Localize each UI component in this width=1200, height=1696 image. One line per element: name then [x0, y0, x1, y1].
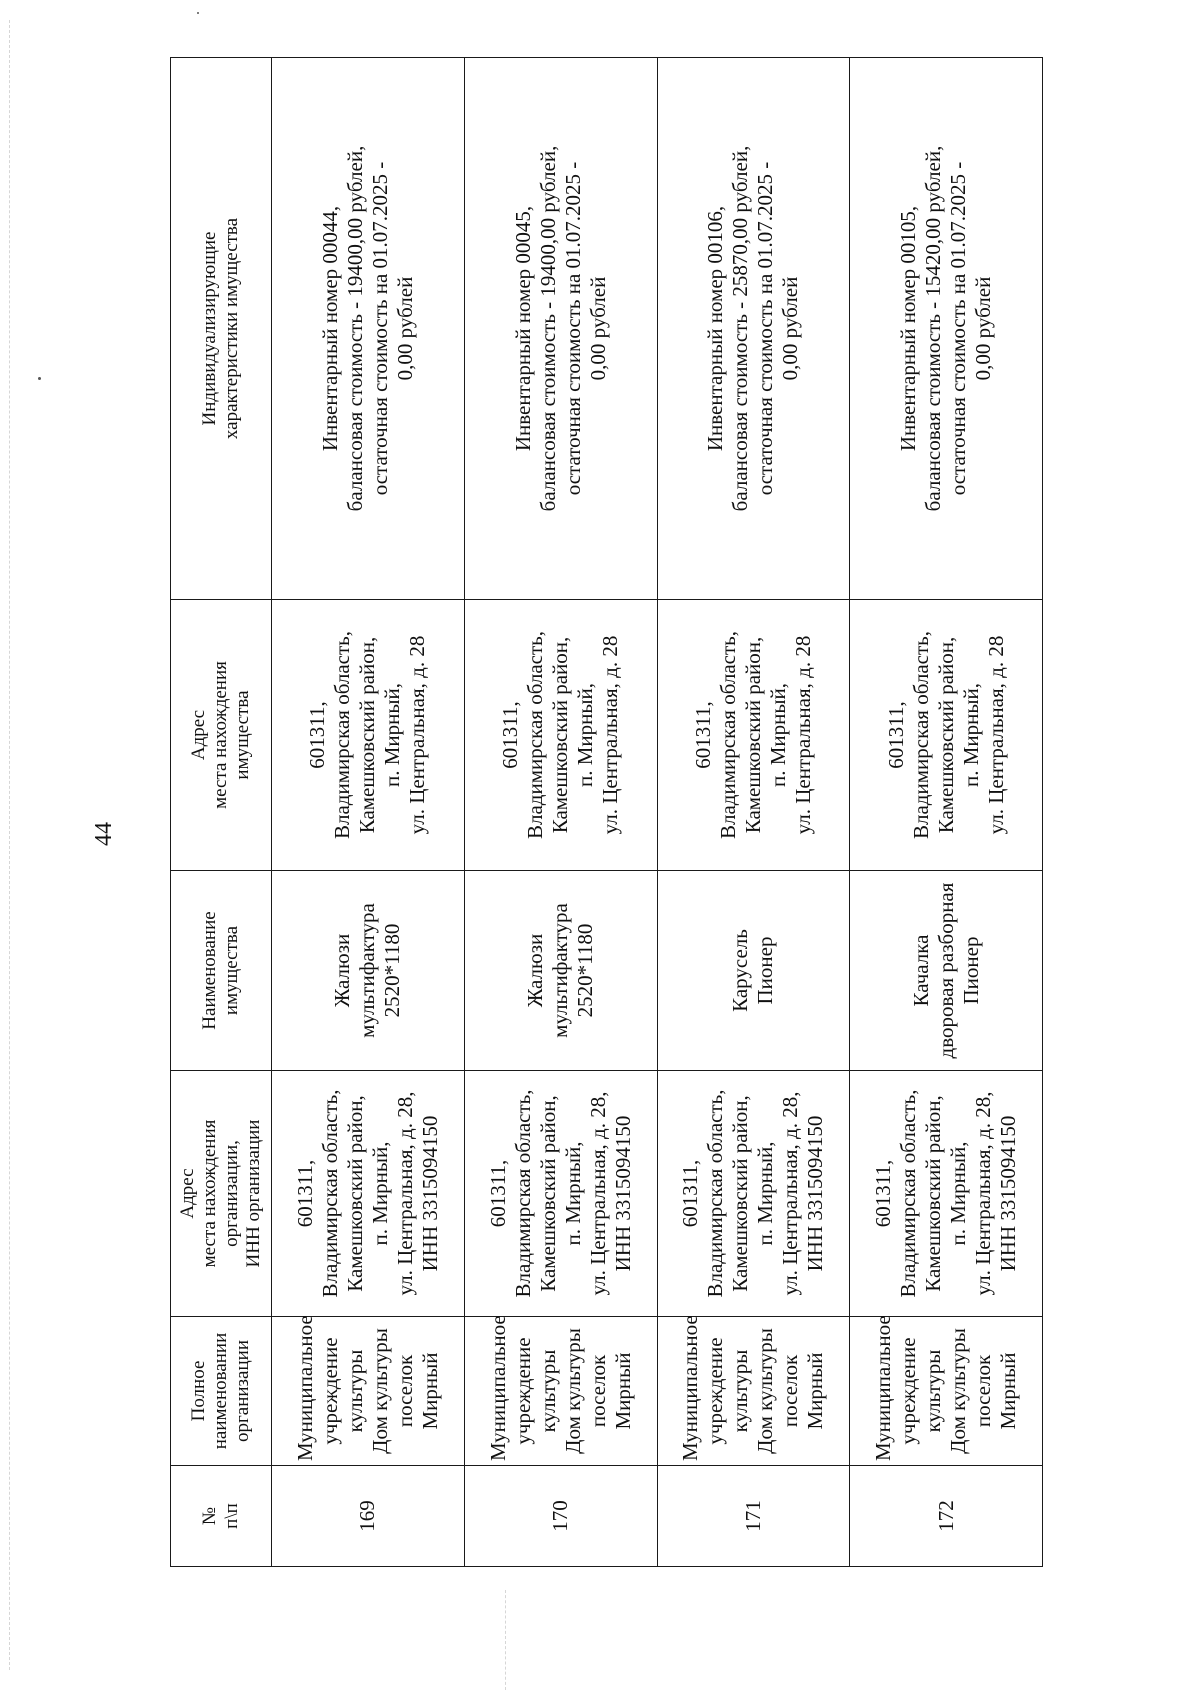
organization-name: Муниципальное учреждение культуры Дом культуры поселок Мирный	[850, 1317, 1043, 1466]
row-number: 169	[272, 1466, 465, 1567]
organization-name: Муниципальное учреждение культуры Дом культуры поселок Мирный	[657, 1317, 850, 1466]
header-number: № п\п	[171, 1466, 272, 1567]
header-organization-address: Адрес места нахождения организации, ИНН организации	[171, 1071, 272, 1317]
row-number: 172	[850, 1466, 1043, 1567]
row-number: 171	[657, 1466, 850, 1567]
organization-address: 601311, Владимирская область, Камешковский район, п. Мирный, ул. Центральная, д. 28, ИНН 3315094150	[657, 1071, 850, 1317]
property-characteristics: Инвентарный номер 00044, балансовая стоимость - 19400,00 рублей, остаточная стоимость на 01.07.2025 - 0,00 рублей	[272, 58, 465, 600]
property-characteristics: Инвентарный номер 00105, балансовая стоимость - 15420,00 рублей, остаточная стоимость на 01.07.2025 - 0,00 рублей	[850, 58, 1043, 600]
header-property-address: Адрес места нахождения имущества	[171, 600, 272, 871]
table-row	[657, 58, 850, 1567]
scan-speck	[197, 12, 199, 14]
table-header-row	[171, 58, 272, 1567]
property-name: Карусель Пионер	[657, 871, 850, 1071]
property-address: 601311, Владимирская область, Камешковский район, п. Мирный, ул. Центральная, д. 28	[464, 600, 657, 871]
property-address: 601311, Владимирская область, Камешковский район, п. Мирный, ул. Центральная, д. 28	[657, 600, 850, 871]
scan-fold-line	[505, 1590, 506, 1690]
table-row	[850, 58, 1043, 1567]
page-number: 44	[91, 822, 117, 846]
property-register-table-container	[170, 58, 1043, 1567]
property-address: 601311, Владимирская область, Камешковский район, п. Мирный, ул. Центральная, д. 28	[850, 600, 1043, 871]
property-name: Жалюзи мультифактура 2520*1180	[464, 871, 657, 1071]
property-characteristics: Инвентарный номер 00106, балансовая стоимость - 25870,00 рублей, остаточная стоимость на 01.07.2025 - 0,00 рублей	[657, 58, 850, 600]
organization-address: 601311, Владимирская область, Камешковский район, п. Мирный, ул. Центральная, д. 28, ИНН 3315094150	[850, 1071, 1043, 1317]
organization-name: Муниципальное учреждение культуры Дом культуры поселок Мирный	[464, 1317, 657, 1466]
property-register-table	[170, 57, 1043, 1567]
property-characteristics: Инвентарный номер 00045, балансовая стоимость - 19400,00 рублей, остаточная стоимость на 01.07.2025 - 0,00 рублей	[464, 58, 657, 600]
organization-name: Муниципальное учреждение культуры Дом культуры поселок Мирный	[272, 1317, 465, 1466]
header-organization-name: Полное наименовании организации	[171, 1317, 272, 1466]
table-row	[464, 58, 657, 1567]
organization-address: 601311, Владимирская область, Камешковский район, п. Мирный, ул. Центральная, д. 28, ИНН 3315094150	[464, 1071, 657, 1317]
row-number: 170	[464, 1466, 657, 1567]
header-characteristics: Индивидуализирующие характеристики имущества	[171, 58, 272, 600]
property-name: Жалюзи мультифактура 2520*1180	[272, 871, 465, 1071]
property-address: 601311, Владимирская область, Камешковский район, п. Мирный, ул. Центральная, д. 28	[272, 600, 465, 871]
property-name: Качалка дворовая разборная Пионер	[850, 871, 1043, 1071]
table-row	[272, 58, 465, 1567]
scan-margin-line	[9, 20, 10, 1670]
header-property-name: Наименование имущества	[171, 871, 272, 1071]
scan-speck	[38, 377, 41, 380]
organization-address: 601311, Владимирская область, Камешковский район, п. Мирный, ул. Центральная, д. 28, ИНН 3315094150	[272, 1071, 465, 1317]
